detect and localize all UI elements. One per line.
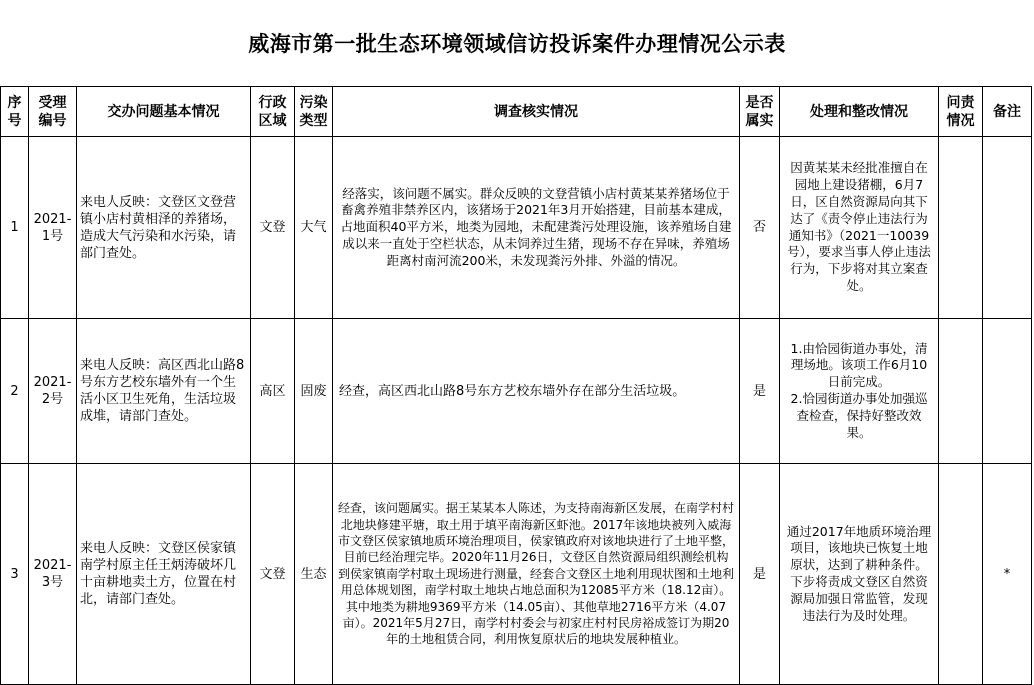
header-investigation: 调查核实情况 bbox=[333, 87, 740, 137]
cell-seq: 2 bbox=[1, 319, 29, 464]
cell-case-no: 2021-1号 bbox=[29, 137, 77, 319]
cell-remark bbox=[983, 319, 1032, 464]
cell-case-no: 2021-3号 bbox=[29, 464, 77, 685]
cell-verified: 否 bbox=[740, 137, 780, 319]
cell-pollution: 大气 bbox=[295, 137, 333, 319]
cell-problem: 来电人反映：文登区侯家镇南学村原主任王炳涛破坏几十亩耕地卖土方，位置在村北，请部门查处。 bbox=[77, 464, 251, 685]
cell-handling: 因黄某某未经批准擅自在园地上建设猪棚，6月7日，区自然资源局向其下达了《责令停止违法行为通知书》（2021一10039号），要求当事人停止违法行为，下步将对其立案查处。 bbox=[780, 137, 939, 319]
cell-investigation: 经查，高区西北山路8号东方艺校东墙外存在部分生活垃圾。 bbox=[333, 319, 740, 464]
cell-handling: 1.由恰园街道办事处，清理场地。该项工作6月10日前完成。 2.恰园街道办事处加强巡查检查，保持好整改效果。 bbox=[780, 319, 939, 464]
complaint-table bbox=[0, 86, 1032, 685]
cell-problem: 来电人反映：文登区文登营镇小店村黄相泽的养猪场，造成大气污染和水污染，请部门查处。 bbox=[77, 137, 251, 319]
cell-accountability bbox=[939, 137, 983, 319]
cell-verified: 是 bbox=[740, 464, 780, 685]
cell-handling: 通过2017年地质环境治理项目，该地块已恢复土地原状，达到了耕种条件。下步将责成文登区自然资源局加强日常监管，发现违法行为及时处理。 bbox=[780, 464, 939, 685]
cell-district: 高区 bbox=[251, 319, 295, 464]
cell-seq: 3 bbox=[1, 464, 29, 685]
table-row bbox=[1, 137, 1032, 319]
cell-pollution: 生态 bbox=[295, 464, 333, 685]
header-verified: 是否属实 bbox=[740, 87, 780, 137]
cell-accountability bbox=[939, 319, 983, 464]
header-pollution: 污染类型 bbox=[295, 87, 333, 137]
table-header-row bbox=[1, 87, 1032, 137]
header-seq: 序号 bbox=[1, 87, 29, 137]
header-remark: 备注 bbox=[983, 87, 1032, 137]
cell-district: 文登 bbox=[251, 137, 295, 319]
cell-remark bbox=[983, 137, 1032, 319]
header-district: 行政区域 bbox=[251, 87, 295, 137]
page-title: 威海市第一批生态环境领域信访投诉案件办理情况公示表 bbox=[248, 31, 786, 56]
cell-investigation: 经落实，该问题不属实。群众反映的文登营镇小店村黄某某养猪场位于畜禽养殖非禁养区内，该猪场于2021年3月开始搭建，目前基本建成，占地面积40平方米，地类为园地，未配建粪污处理设施，该养殖场自建成以来一直处于空栏状态，从未饲养过生猪，现场不存在异味，养殖场距离村南河流200米，未发现粪污外排、外溢的情况。 bbox=[333, 137, 740, 319]
table-row bbox=[1, 319, 1032, 464]
cell-accountability bbox=[939, 464, 983, 685]
cell-pollution: 固废 bbox=[295, 319, 333, 464]
header-accountability: 问责情况 bbox=[939, 87, 983, 137]
cell-case-no: 2021-2号 bbox=[29, 319, 77, 464]
header-problem: 交办问题基本情况 bbox=[77, 87, 251, 137]
header-handling: 处理和整改情况 bbox=[780, 87, 939, 137]
table-row bbox=[1, 464, 1032, 685]
cell-district: 文登 bbox=[251, 464, 295, 685]
cell-verified: 是 bbox=[740, 319, 780, 464]
cell-investigation: 经查，该问题属实。据王某某本人陈述，为支持南海新区发展，在南学村村北地块修建平塘，取土用于填平南海新区虾池。2017年该地块被列入威海市文登区侯家镇地质环境治理项目，侯家镇政府对该地块进行了土地平整，目前已经治理完毕。2020年11月26日，文登区自然资源局组织测绘机构到侯家镇南学村取土现场进行测量，经套合文登区土地利用现状图和土地利用总体规划图，南学村取土地块占地总面积为12085平方米（18.12亩）。其中地类为耕地9369平方米（14.05亩）、其他草地2716平方米（4.07亩）。2021年5月27日，南学村村委会与初家庄村村民房裕成签订为期20年的土地租赁合同，利用恢复原状后的地块发展种植业。 bbox=[333, 464, 740, 685]
header-case-no: 受理编号 bbox=[29, 87, 77, 137]
cell-problem: 来电人反映：高区西北山路8号东方艺校东墙外有一个生活小区卫生死角，生活垃圾成堆，请部门查处。 bbox=[77, 319, 251, 464]
cell-seq: 1 bbox=[1, 137, 29, 319]
cell-remark: * bbox=[983, 464, 1032, 685]
